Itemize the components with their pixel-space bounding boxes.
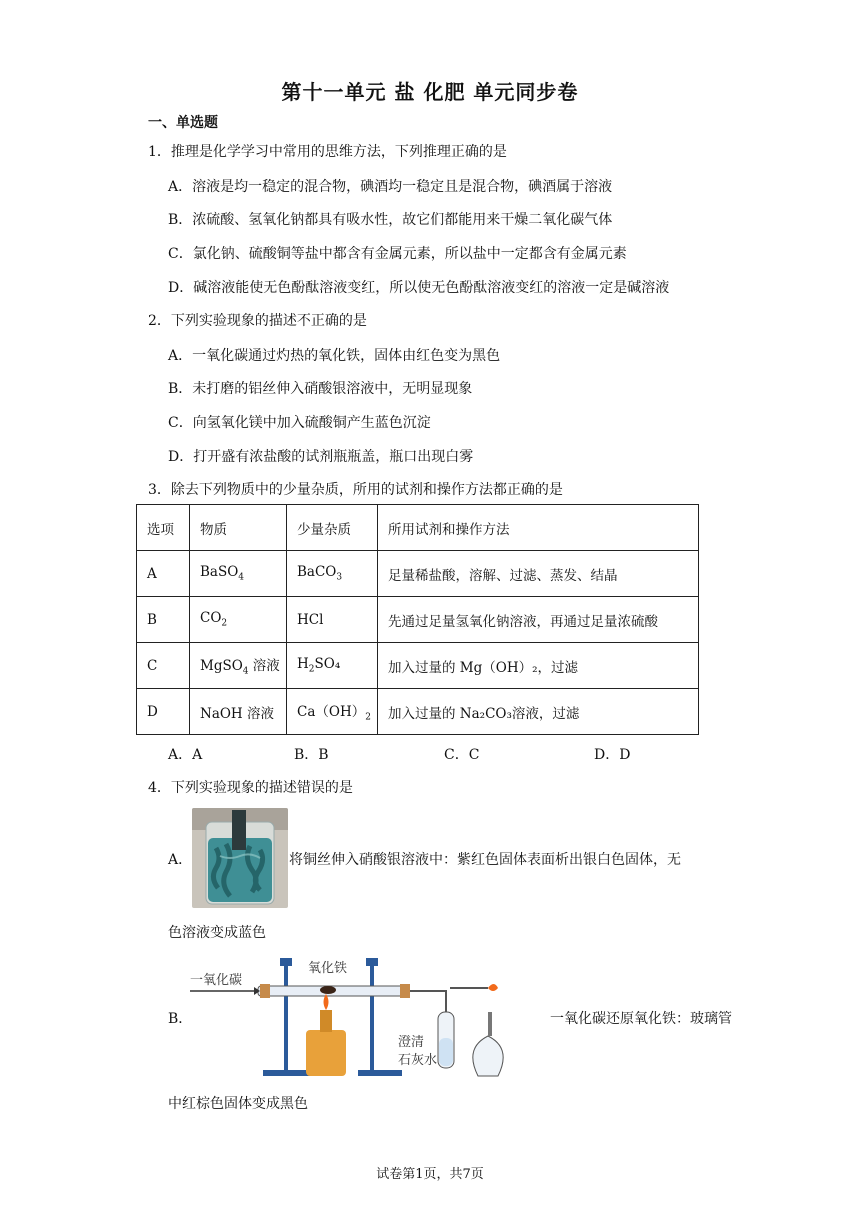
question-2-option-c: C．向氢氧化镁中加入硫酸铜产生蓝色沉淀: [168, 415, 431, 431]
question-4-option-a-label: A．: [168, 852, 193, 868]
question-3-choice-d: D．D: [594, 747, 631, 763]
table-cell-option: D: [137, 689, 190, 735]
table-header-row: [137, 505, 699, 551]
table-header-cell: 所用试剂和操作方法: [378, 505, 699, 551]
question-1-option-c: C．氯化钠、硫酸铜等盐中都含有金属元素，所以盐中一定都含有金属元素: [168, 246, 627, 262]
table-cell-method: 先通过足量氢氧化钠溶液，再通过足量浓硫酸: [378, 597, 699, 643]
table-cell-method: 加入过量的 Mg（OH）₂，过滤: [378, 643, 699, 689]
table-cell-impurity: HCl: [287, 597, 378, 643]
question-3-choice-c: C．C: [444, 747, 480, 763]
table-cell-option: C: [137, 643, 190, 689]
question-3-stem: 3．除去下列物质中的少量杂质，所用的试剂和操作方法都正确的是: [148, 482, 563, 498]
table-cell-substance: BaSO$_4$: [190, 551, 287, 597]
page-footer: 试卷第1页，共7页: [376, 1167, 484, 1182]
table-header-cell: 少量杂质: [287, 505, 378, 551]
question-4-option-a-continuation: 色溶液变成蓝色: [168, 925, 266, 941]
table-row: [137, 597, 699, 643]
table-header-cell: 选项: [137, 505, 190, 551]
question-3-choice-b: B．B: [294, 747, 329, 763]
table-row: [137, 551, 699, 597]
question-4-option-a-text: 将铜丝伸入硝酸银溶液中：紫红色固体表面析出银白色固体，无: [289, 852, 681, 868]
label-co: 一氧化碳: [190, 973, 243, 988]
table-cell-option: B: [137, 597, 190, 643]
table-row: [137, 643, 699, 689]
table-cell-impurity: $H_2SO_4$: [287, 643, 378, 689]
question-2-option-a: A．一氧化碳通过灼热的氧化铁，固体由红色变为黑色: [168, 348, 501, 364]
copper-wire-photo: [192, 808, 288, 908]
question-1-option-d: D．碱溶液能使无色酚酞溶液变红，所以使无色酚酞溶液变红的溶液一定是碱溶液: [168, 280, 670, 296]
label-iron-oxide: 氧化铁: [308, 961, 348, 976]
table-header-cell: 物质: [190, 505, 287, 551]
table-cell-impurity: $Ca(OH)_2$: [287, 689, 378, 735]
table-cell-impurity: BaCO$_3$: [287, 551, 378, 597]
table-cell-method: 加入过量的 Na₂CO₃溶液，过滤: [378, 689, 699, 735]
question-3-choice-a: A．A: [168, 747, 203, 763]
label-limewater-2: 石灰水: [398, 1053, 438, 1068]
question-2-option-d: D．打开盛有浓盐酸的试剂瓶瓶盖，瓶口出现白雾: [168, 449, 474, 465]
question-2-stem: 2．下列实验现象的描述不正确的是: [148, 313, 367, 329]
co-reduction-apparatus-diagram: [188, 952, 548, 1078]
table-cell-option: A: [137, 551, 190, 597]
label-limewater-1: 澄清: [398, 1035, 425, 1050]
page-title: 第十一单元 盐 化肥 单元同步卷: [281, 80, 579, 104]
question-4-option-b-continuation: 中红棕色固体变成黑色: [168, 1096, 308, 1112]
question-2-option-b: B．未打磨的铝丝伸入硝酸银溶液中，无明显现象: [168, 381, 473, 397]
question-1-option-a: A．溶液是均一稳定的混合物，碘酒均一稳定且是混合物，碘酒属于溶液: [168, 179, 613, 195]
question-1-option-b: B．浓硫酸、氢氧化钠都具有吸水性，故它们都能用来干燥二氧化碳气体: [168, 212, 613, 228]
question-3-table: [136, 504, 699, 735]
table-cell-substance: MgSO$_4$ 溶液: [190, 643, 287, 689]
table-cell-substance: NaOH 溶液: [190, 689, 287, 735]
question-4-option-b-label: B．: [168, 1011, 193, 1027]
table-cell-substance: $CO_2$: [190, 597, 287, 643]
question-4-option-b-text: 一氧化碳还原氧化铁：玻璃管: [550, 1011, 732, 1027]
question-4-stem: 4．下列实验现象的描述错误的是: [148, 780, 353, 796]
table-cell-method: 足量稀盐酸，溶解、过滤、蒸发、结晶: [378, 551, 699, 597]
section-heading: 一、单选题: [148, 115, 218, 131]
question-1-stem: 1．推理是化学学习中常用的思维方法，下列推理正确的是: [148, 144, 507, 160]
table-row: [137, 689, 699, 735]
